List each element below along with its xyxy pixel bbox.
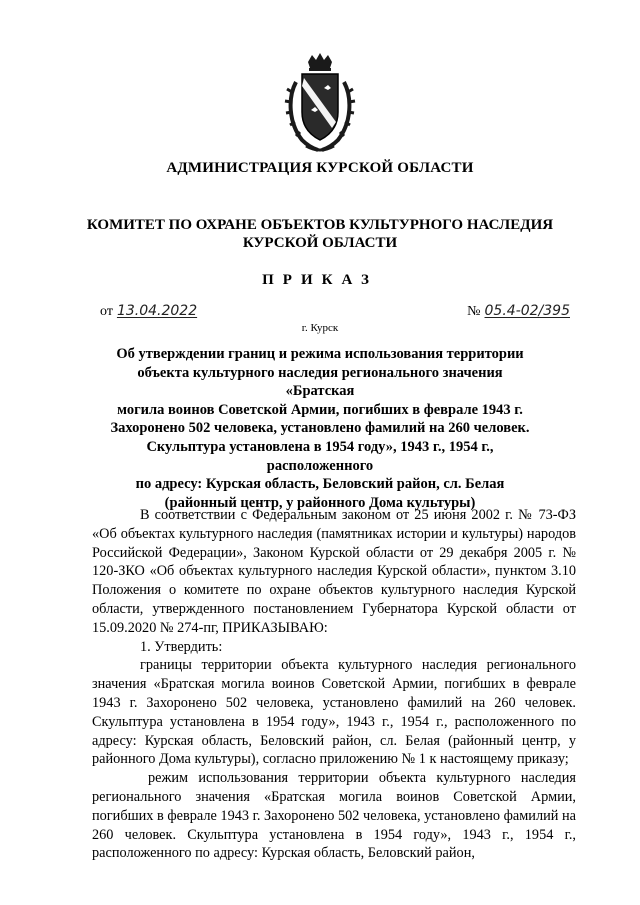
item-1-paragraph: 1. Утвердить: <box>140 638 223 655</box>
item-1-boundaries-paragraph: границы территории объекта культурного наследия регионального значения «Братская могила воинов Советской Армии, погибших в феврале 1943 г. Захоронено 502 человека, установлено фамилий на 260 человек. Скульптура установлена в 1954 году», 1943 г., 1954 г., расположенного по адресу: Курская область, Беловский район, сл. Белая (районный центр, у районного Дома культуры), согласно приложению № 1 к настоящему приказу; <box>92 657 576 768</box>
coat-of-arms-emblem <box>282 52 358 156</box>
document-type-heading: ПРИКАЗ <box>262 272 378 288</box>
handwritten-date: 13.04.2022 <box>116 303 198 319</box>
city-label: г. Курск <box>301 322 339 334</box>
order-title-line: (районный центр, у районного Дома культуры) <box>164 494 476 511</box>
date-prefix: от <box>100 304 113 319</box>
order-title-line: Скульптура установлена в 1954 году», 1943 г., 1954 г., расположенного <box>146 438 494 474</box>
committee-heading <box>80 216 560 252</box>
committee-heading-line-1: КОМИТЕТ ПО ОХРАНЕ ОБЪЕКТОВ КУЛЬТУРНОГО НАСЛЕДИЯ <box>86 217 554 233</box>
order-title-line: могила воинов Советской Армии, погибших в феврале 1943 г. <box>117 401 523 418</box>
handwritten-number: 05.4-02/395 <box>484 303 570 319</box>
order-title-line: объекта культурного наследия регионального значения «Братская <box>137 364 503 400</box>
order-title <box>106 345 534 512</box>
order-title-line: Об утверждении границ и режима использования территории <box>116 346 524 362</box>
order-date <box>100 303 197 320</box>
order-number <box>467 303 570 320</box>
number-prefix: № <box>467 304 481 319</box>
preamble-paragraph: В соответствии с Федеральным законом от 25 июня 2002 г. № 73-ФЗ «Об объектах культурного наследия (памятниках истории и культуры) народов Российской Федерации», Законом Курской области от 29 декабря 2005 г. № 120-ЗКО «Об объектах культурного наследия Курской области», пунктом 3.10 Положения о комитете по охране объектов культурного наследия Курской области, утвержденного постановлением Губернатора Курской области от 15.09.2020 № 274-пг, ПРИКАЗЫВАЮ: <box>92 507 576 636</box>
item-1-usage-regime-paragraph: режим использования территории объекта культурного наследия регионального значения «Братская могила воинов Советской Армии, погибших в феврале 1943 г. Захоронено 502 человека, установлено фамилий на 260 человек. Скульптура установлена в 1954 году», 1943 г., 1954 г., расположенного по адресу: Курская область, Беловский район, <box>92 770 576 862</box>
committee-heading-line-2: КУРСКОЙ ОБЛАСТИ <box>242 235 398 251</box>
order-title-line: Захоронено 502 человека, установлено фамилий на 260 человек. <box>110 420 530 437</box>
administration-heading: АДМИНИСТРАЦИЯ КУРСКОЙ ОБЛАСТИ <box>166 160 474 176</box>
order-title-line: по адресу: Курская область, Беловский район, сл. Белая <box>135 476 505 493</box>
order-body <box>92 506 576 863</box>
